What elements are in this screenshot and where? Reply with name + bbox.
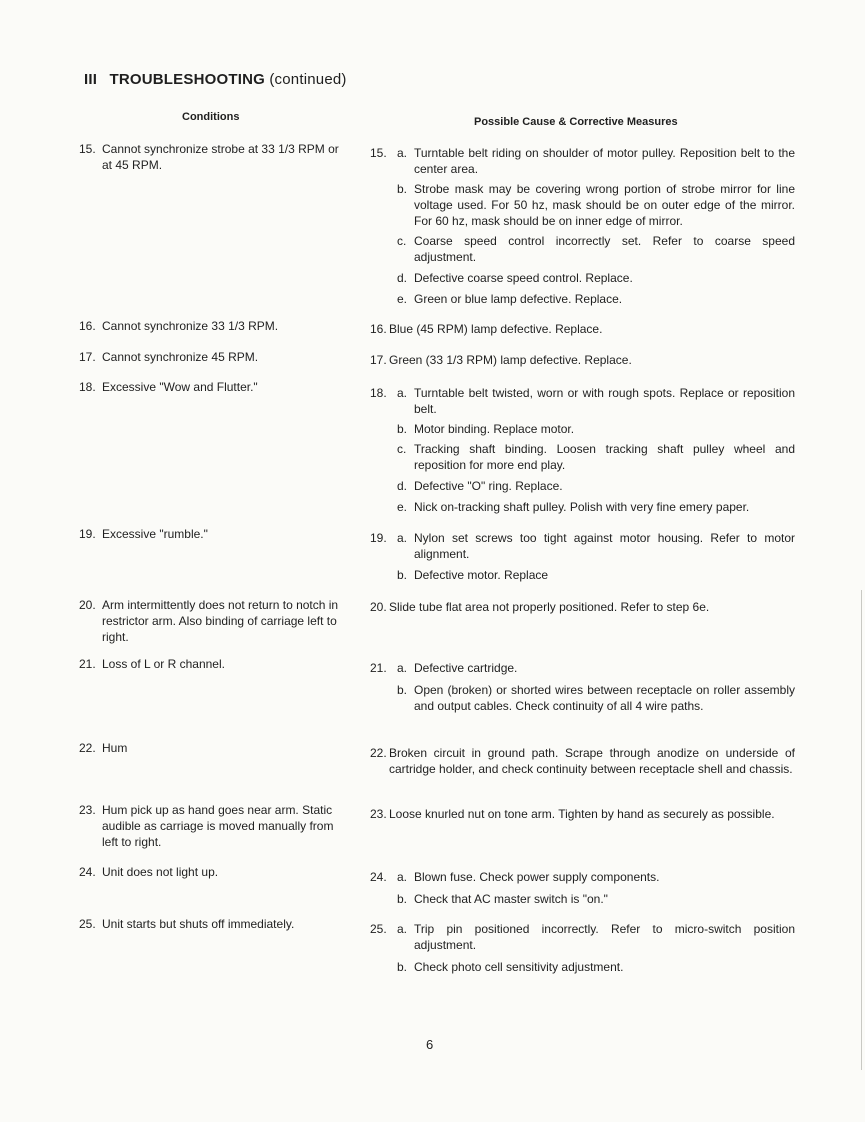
cause-text: Coarse speed control incorrectly set. Refer to coarse speed adjustment.: [414, 234, 795, 264]
cause-18e: [397, 499, 795, 515]
cause-25: [370, 921, 795, 975]
cause-number: 16.: [370, 322, 387, 336]
cause-text: Green (33 1/3 RPM) lamp defective. Replace.: [389, 353, 632, 367]
condition-number: 15.: [79, 142, 96, 156]
cause-number: 23.: [370, 807, 387, 821]
cause-16: [370, 321, 795, 337]
cause-text: Green or blue lamp defective. Replace.: [414, 292, 623, 306]
cause-letter: b.: [397, 683, 408, 697]
cause-number: 25.: [370, 922, 387, 936]
condition-22: [79, 740, 341, 756]
cause-18d: [397, 478, 795, 494]
condition-number: 18.: [79, 380, 96, 394]
cause-24b: [397, 891, 795, 907]
cause-text: Check that AC master switch is "on.": [414, 892, 608, 906]
cause-21: [370, 660, 795, 714]
condition-25: [79, 916, 341, 932]
cause-15c: [397, 233, 795, 265]
cause-number: 17.: [370, 353, 387, 367]
cause-19: [370, 530, 795, 583]
cause-text: Open (broken) or shorted wires between receptacle on roller assembly and output cables. Check continuity of all 4 wire paths.: [414, 683, 795, 713]
causes-column-header: Possible Cause & Corrective Measures: [474, 116, 678, 128]
condition-text: Excessive "Wow and Flutter.": [102, 380, 258, 394]
cause-letter: b.: [397, 892, 408, 906]
condition-18: [79, 379, 341, 395]
cause-letter: c.: [397, 442, 407, 456]
cause-letter: a.: [397, 922, 408, 936]
cause-number: 24.: [370, 870, 387, 884]
condition-text: Unit starts but shuts off immediately.: [102, 917, 295, 931]
section-number: III: [84, 71, 98, 88]
cause-letter: e.: [397, 292, 408, 306]
condition-text: Cannot synchronize strobe at 33 1/3 RPM or at 45 RPM.: [102, 142, 339, 172]
condition-number: 21.: [79, 657, 96, 671]
cause-letter: e.: [397, 500, 408, 514]
cause-letter: b.: [397, 182, 408, 196]
cause-text: Nylon set screws too tight against motor housing. Refer to motor alignment.: [414, 531, 795, 561]
cause-number: 19.: [370, 531, 387, 545]
cause-text: Tracking shaft binding. Loosen tracking shaft pulley wheel and reposition for more end play.: [414, 442, 795, 472]
condition-text: Hum pick up as hand goes near arm. Static audible as carriage is moved manually from left to right.: [102, 803, 334, 849]
cause-text: Nick on-tracking shaft pulley. Polish with very fine emery paper.: [414, 500, 750, 514]
cause-text: Turntable belt riding on shoulder of motor pulley. Reposition belt to the center area.: [414, 146, 795, 176]
cause-number: 21.: [370, 661, 387, 675]
cause-text: Motor binding. Replace motor.: [414, 422, 575, 436]
cause-15: [370, 145, 795, 307]
cause-text: Blown fuse. Check power supply components.: [414, 870, 660, 884]
cause-letter: b.: [397, 568, 408, 582]
condition-23: [79, 802, 341, 850]
cause-18a: [397, 385, 795, 417]
condition-number: 19.: [79, 527, 96, 541]
cause-15b: [397, 181, 795, 229]
cause-text: Check photo cell sensitivity adjustment.: [414, 960, 624, 974]
cause-text: Trip pin positioned incorrectly. Refer to micro-switch position adjustment.: [414, 922, 795, 952]
condition-19: [79, 526, 341, 542]
condition-number: 20.: [79, 598, 96, 612]
cause-text: Defective cartridge.: [414, 661, 518, 675]
cause-text: Blue (45 RPM) lamp defective. Replace.: [389, 322, 603, 336]
cause-letter: a.: [397, 870, 408, 884]
cause-text: Loose knurled nut on tone arm. Tighten by hand as securely as possible.: [389, 807, 775, 821]
cause-number: 18.: [370, 386, 387, 400]
cause-text: Broken circuit in ground path. Scrape through anodize on underside of cartridge holder, and check continuity between receptacle shell and chassis.: [389, 746, 795, 776]
condition-text: Cannot synchronize 33 1/3 RPM.: [102, 319, 279, 333]
cause-number: 15.: [370, 146, 387, 160]
cause-text: Strobe mask may be covering wrong portion of strobe mirror for line voltage used. For 50 hz, mask should be on outer edge of the mirror. For 60 hz, mask should be on inner edge of mirror.: [414, 182, 795, 228]
cause-18: [370, 385, 795, 515]
cause-24a: [397, 869, 795, 885]
section-heading: [84, 71, 347, 88]
section-suffix: (continued): [269, 71, 347, 88]
cause-23: [370, 806, 795, 822]
condition-text: Arm intermittently does not return to notch in restrictor arm. Also binding of carriage left to right.: [102, 598, 339, 644]
cause-21b: [397, 682, 795, 714]
condition-text: Cannot synchronize 45 RPM.: [102, 350, 259, 364]
condition-number: 23.: [79, 803, 96, 817]
condition-number: 24.: [79, 865, 96, 879]
cause-letter: d.: [397, 271, 408, 285]
cause-letter: d.: [397, 479, 408, 493]
cause-15d: [397, 270, 795, 286]
condition-17: [79, 349, 341, 365]
condition-15: [79, 141, 341, 173]
cause-19b: [397, 567, 795, 583]
cause-17: [370, 352, 795, 368]
cause-15a: [397, 145, 795, 177]
cause-number: 22.: [370, 746, 387, 760]
condition-number: 16.: [79, 319, 96, 333]
condition-number: 22.: [79, 741, 96, 755]
cause-24: [370, 869, 795, 907]
cause-text: Defective motor. Replace: [414, 568, 549, 582]
cause-letter: b.: [397, 422, 408, 436]
cause-letter: a.: [397, 146, 408, 160]
section-title: TROUBLESHOOTING: [109, 71, 265, 88]
cause-number: 20.: [370, 600, 387, 614]
condition-text: Unit does not light up.: [102, 865, 219, 879]
cause-19a: [397, 530, 795, 562]
condition-text: Loss of L or R channel.: [102, 657, 225, 671]
condition-number: 25.: [79, 917, 96, 931]
cause-text: Defective coarse speed control. Replace.: [414, 271, 633, 285]
cause-letter: a.: [397, 661, 408, 675]
cause-text: Slide tube flat area not properly positioned. Refer to step 6e.: [389, 600, 710, 614]
cause-22: [370, 745, 795, 777]
conditions-column-header: Conditions: [182, 111, 240, 123]
condition-text: Hum: [102, 741, 128, 755]
cause-text: Turntable belt twisted, worn or with rough spots. Replace or reposition belt.: [414, 386, 795, 416]
cause-20: [370, 599, 795, 615]
cause-letter: b.: [397, 960, 408, 974]
cause-text: Defective "O" ring. Replace.: [414, 479, 563, 493]
condition-24: [79, 864, 341, 880]
condition-21: [79, 656, 341, 672]
cause-letter: a.: [397, 386, 408, 400]
cause-21a: [397, 660, 795, 676]
condition-16: [79, 318, 341, 334]
cause-letter: a.: [397, 531, 408, 545]
page-number: 6: [426, 1037, 434, 1052]
condition-20: [79, 597, 341, 645]
cause-25a: [397, 921, 795, 953]
cause-15e: [397, 291, 795, 307]
scan-edge-line: [861, 590, 862, 1070]
cause-letter: c.: [397, 234, 407, 248]
condition-number: 17.: [79, 350, 96, 364]
cause-25b: [397, 959, 795, 975]
condition-text: Excessive "rumble.": [102, 527, 208, 541]
cause-18b: [397, 421, 795, 437]
cause-18c: [397, 441, 795, 473]
